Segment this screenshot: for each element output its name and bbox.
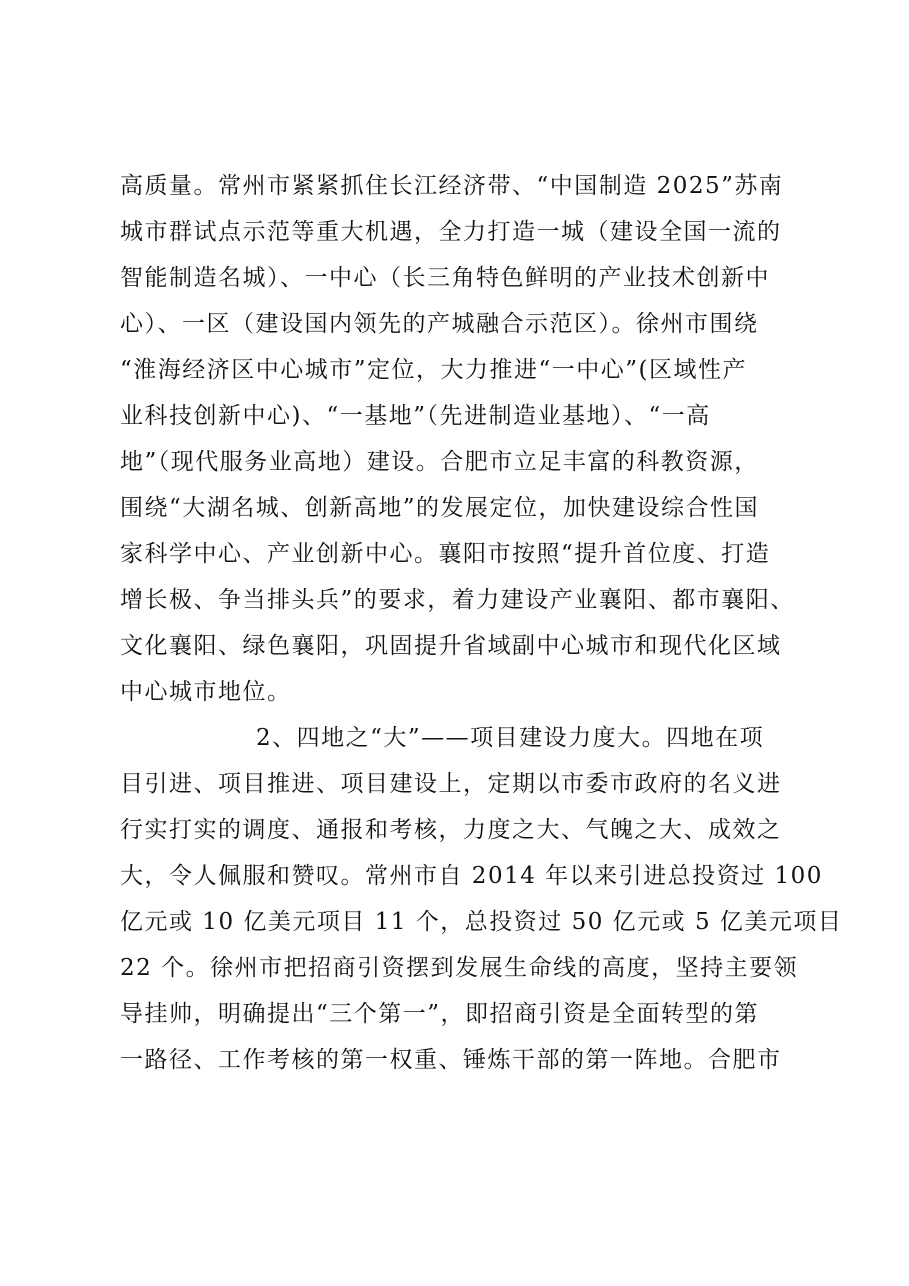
text-line: 大，令人佩服和赞叹。常州市自 2014 年以来引进总投资过 100 [120,863,823,889]
text-line: 高质量。常州市紧紧抓住长江经济带、“中国制造 2025”苏南 [120,173,784,199]
text-line: 城市群试点示范等重大机遇，全力打造一城（建设全国一流的 [120,219,782,245]
text-line: 导挂帅，明确提出“三个第一”，即招商引资是全面转型的第 [120,1001,760,1027]
text-line: “淮海经济区中心城市”定位，大力推进“一中心”(区域性产 [120,357,748,383]
text-line: 22 个。徐州市把招商引资摆到发展生命线的高度，坚持主要领 [120,955,799,981]
text-line: 家科学中心、产业创新中心。襄阳市按照“提升首位度、打造 [120,541,771,567]
text-line: 亿元或 10 亿美元项目 11 个，总投资过 50 亿元或 5 亿美元项目 [120,909,843,935]
text-line: 业科技创新中心)、“一基地”（先进制造业基地）、“一高 [120,403,711,429]
text-line: 心）、一区（建设国内领先的产城融合示范区）。徐州市围绕 [120,311,759,337]
text-line: 智能制造名城）、一中心（长三角特色鲜明的产业技术创新中 [120,265,770,291]
body-text [120,163,843,1083]
text-line: 一路径、工作考核的第一权重、锤炼干部的第一阵地。合肥市 [120,1047,782,1073]
paragraph-1 [120,163,820,715]
text-line: 行实打实的调度、通报和考核，力度之大、气魄之大、成效之 [120,817,782,843]
text-line: 增长极、争当排头兵”的要求，着力建设产业襄阳、都市襄阳、 [120,587,795,613]
text-line: 文化襄阳、绿色襄阳，巩固提升省域副中心城市和现代化区域 [120,633,782,659]
text-line: 围绕“大湖名城、创新高地”的发展定位，加快建设综合性国 [120,495,760,521]
text-line: 中心城市地位。 [120,679,292,705]
text-line: 目引进、项目推进、项目建设上，定期以市委市政府的名义进 [120,771,782,797]
paragraph-2 [120,715,843,1083]
text-line: 2、四地之“大”——项目建设力度大。四地在项 [256,725,765,751]
text-line: 地”（现代服务业高地）建设。合肥市立足丰富的科教资源， [120,449,759,475]
